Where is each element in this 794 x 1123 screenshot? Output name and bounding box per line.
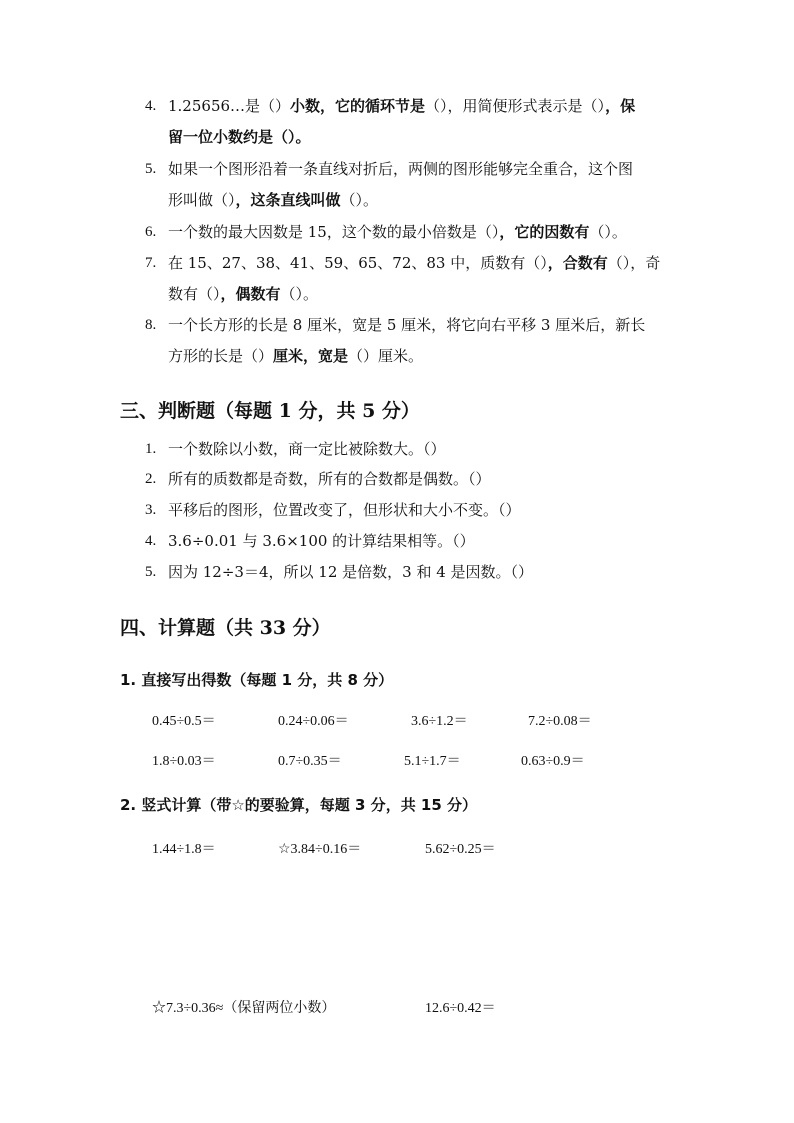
question-line <box>168 96 635 116</box>
calc-item: 0.45÷0.5＝ <box>152 714 216 729</box>
question-line <box>168 190 378 210</box>
question-line <box>168 284 318 304</box>
question-text: 留一位小数约是（）。 <box>168 128 311 146</box>
question-text: （）。 <box>589 223 627 241</box>
calc-item: 7.2÷0.08＝ <box>528 714 592 729</box>
question-number: 3. <box>145 502 157 518</box>
question-text: 厘米，宽是 <box>273 347 349 365</box>
calc-item: 3.6÷1.2＝ <box>411 714 468 729</box>
question-line <box>168 159 633 179</box>
question-line <box>168 253 660 273</box>
question-text: 小数，它的循环节是 <box>290 97 426 115</box>
question-text: 1.25656…是（） <box>168 97 291 115</box>
calc-item: 1.8÷0.03＝ <box>152 754 216 769</box>
question-number: 2. <box>145 471 157 487</box>
section-title-judgement: 三、判断题（每题 1 分，共 5 分） <box>120 400 420 422</box>
question-text: ，偶数有 <box>220 285 281 303</box>
question-number: 6. <box>145 224 157 240</box>
question-number: 4. <box>145 533 157 549</box>
question-text: （）厘米。 <box>348 347 424 365</box>
question-line <box>168 315 645 335</box>
question-text: 形叫做（） <box>168 191 236 209</box>
calc-item: 0.63÷0.9＝ <box>521 754 585 769</box>
question-text: ，保 <box>605 97 636 115</box>
calc-item: ☆7.3÷0.36≈（保留两位小数） <box>152 1001 336 1016</box>
calc-item: ☆3.84÷0.16＝ <box>278 842 362 857</box>
question-number: 8. <box>145 317 157 333</box>
question-number: 4. <box>145 98 157 114</box>
calc-item: 0.7÷0.35＝ <box>278 754 342 769</box>
question-number: 7. <box>145 255 157 271</box>
question-text: 3.6÷0.01 与 3.6×100 的计算结果相等。（） <box>168 532 475 550</box>
question-number: 5. <box>145 564 157 580</box>
calc-item: 12.6÷0.42＝ <box>425 1001 496 1016</box>
calc-item: 0.24÷0.06＝ <box>278 714 349 729</box>
calc-item: 1.44÷1.8＝ <box>152 842 216 857</box>
section-title-calculation: 四、计算题（共 33 分） <box>120 617 331 639</box>
question-line <box>168 222 627 242</box>
question-text: ，这条直线叫做 <box>235 191 341 209</box>
question-text: 一个数除以小数，商一定比被除数大。（） <box>168 440 446 458</box>
question-text: （）。 <box>340 191 379 209</box>
question-number: 5. <box>145 161 157 177</box>
question-text: ，合数有 <box>547 254 608 272</box>
subsection-title-vertical: 2. 竖式计算（带☆的要验算，每题 3 分，共 15 分） <box>120 796 478 814</box>
question-text: 数有（） <box>168 285 221 303</box>
question-text: （），用简便形式表示是（） <box>425 97 606 115</box>
question-text: （），奇 <box>607 254 661 272</box>
question-text: 因为 12÷3＝4，所以 12 是倍数，3 和 4 是因数。（） <box>168 563 534 581</box>
question-text: 方形的长是（） <box>168 347 274 365</box>
question-text: 一个长方形的长是 8 厘米，宽是 5 厘米，将它向右平移 3 厘米后，新长 <box>168 316 646 334</box>
calc-item: 5.1÷1.7＝ <box>404 754 461 769</box>
question-text: ，它的因数有 <box>499 223 590 241</box>
calc-item: 5.62÷0.25＝ <box>425 842 496 857</box>
question-number: 1. <box>145 441 157 457</box>
question-text: 如果一个图形沿着一条直线对折后，两侧的图形能够完全重合，这个图 <box>168 160 634 178</box>
question-text: 一个数的最大因数是 15，这个数的最小倍数是（） <box>168 223 500 241</box>
question-text: 平移后的图形，位置改变了，但形状和大小不变。（） <box>168 501 521 519</box>
question-text: （）。 <box>280 285 319 303</box>
question-text: 所有的质数都是奇数，所有的合数都是偶数。（） <box>168 470 491 488</box>
question-text: 在 15、27、38、41、59、65、72、83 中，质数有（） <box>168 254 548 272</box>
subsection-title-oral: 1. 直接写出得数（每题 1 分，共 8 分） <box>120 671 394 689</box>
question-line <box>168 346 423 366</box>
question-line <box>168 127 311 147</box>
